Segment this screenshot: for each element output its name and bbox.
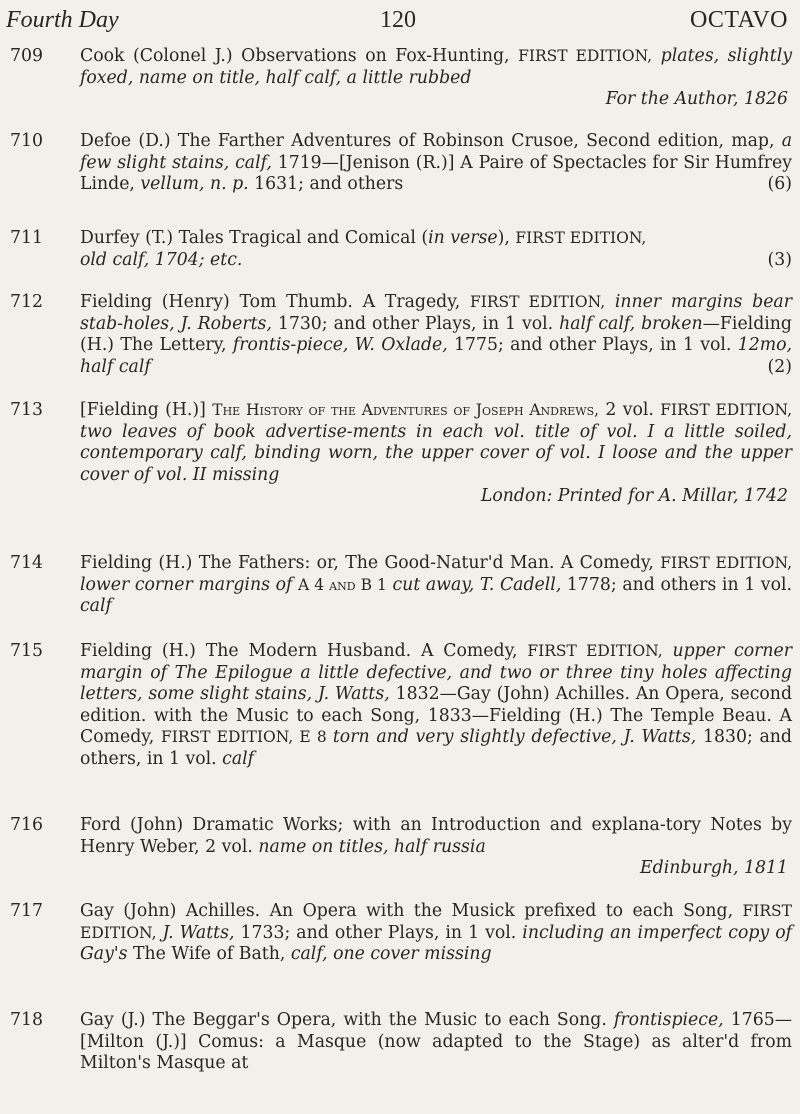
lot-number: 718 bbox=[10, 1010, 43, 1030]
lot-count: (3) bbox=[767, 249, 792, 270]
lot-imprint: London: Printed for A. Millar, 1742 bbox=[480, 486, 788, 506]
lot-number: 712 bbox=[10, 292, 43, 312]
lot-count: (2) bbox=[767, 356, 792, 377]
lot-description: Ford (John) Dramatic Works; with an Introduction and explana-tory Notes by Henry Weber, 2 vol. name on titles, half russia Edinburgh, 1811 bbox=[80, 815, 792, 878]
lot-number: 711 bbox=[10, 228, 43, 248]
lot-number: 715 bbox=[10, 641, 43, 661]
lot-description: Cook (Colonel J.) Observations on Fox-Hunting, FIRST EDITION, plates, slightly foxed, name on title, half calf, a little rubbed For the Author, 1826 bbox=[80, 46, 792, 109]
lot-number: 717 bbox=[10, 901, 43, 921]
lot-number: 714 bbox=[10, 553, 43, 573]
header-page-number: 120 bbox=[380, 7, 416, 33]
lot-description: Gay (John) Achilles. An Opera with the Musick prefixed to each Song, FIRST EDITION, J. Watts, 1733; and other Plays, in 1 vol. including an imperfect copy of Gay's The Wife of Bath, calf, one cover missing bbox=[80, 901, 792, 964]
lot-description: Fielding (H.) The Fathers: or, The Good-Natur'd Man. A Comedy, FIRST EDITION, lower corner margins of A 4 and B 1 cut away, T. Cadell, 1778; and others in 1 vol. calf bbox=[80, 553, 792, 616]
lot-description: Durfey (T.) Tales Tragical and Comical (in verse), FIRST EDITION, old calf, 1704; etc. (3) bbox=[80, 228, 792, 270]
lot-number: 709 bbox=[10, 46, 43, 66]
page-header bbox=[0, 4, 800, 36]
lot-number: 710 bbox=[10, 131, 43, 151]
lot-description: Fielding (H.) The Modern Husband. A Comedy, FIRST EDITION, upper corner margin of The Epilogue a little defective, and two or three tiny holes affecting letters, some slight stains, J. Watts, 1832—Gay (John) Achilles. An Opera, second edition. with the Music to each Song, 1833—Fielding (H.) The Temple Beau. A Comedy, FIRST EDITION, E 8 torn and very slightly defective, J. Watts, 1830; and others, in 1 vol. calf bbox=[80, 641, 793, 769]
lot-description: [Fielding (H.)] The History of the Adventures of Joseph Andrews, 2 vol. FIRST EDITION, two leaves of book advertise-ments in each vol. title of vol. I a little soiled, contemporary calf, binding worn, the upper cover of vol. I loose and the upper cover of vol. II missing London: Printed for A. Millar, 1742 bbox=[80, 400, 792, 506]
lot-number: 713 bbox=[10, 400, 43, 420]
lot-description: Gay (J.) The Beggar's Opera, with the Music to each Song. frontispiece, 1765—[Milton (J.)] Comus: a Masque (now adapted to the Stage) as alter'd from Milton's Masque at bbox=[80, 1010, 792, 1073]
header-day: Fourth Day bbox=[6, 7, 119, 33]
lot-number: 716 bbox=[10, 815, 43, 835]
lot-imprint: For the Author, 1826 bbox=[605, 89, 788, 109]
lot-count: (6) bbox=[767, 174, 792, 194]
header-section: OCTAVO bbox=[690, 7, 788, 33]
lot-description: Defoe (D.) The Farther Adventures of Robinson Crusoe, Second edition, map, a few slight stains, calf, 1719—[Jenison (R.)] A Paire of Spectacles for Sir Humfrey Linde, vellum, n. p. 1631; and others (6) bbox=[80, 131, 792, 194]
lot-description: Fielding (Henry) Tom Thumb. A Tragedy, FIRST EDITION, inner margins bear stab-holes, J. Roberts, 1730; and other Plays, in 1 vol. half calf, broken—Fielding (H.) The Lettery, frontis-piece, W. Oxlade, 1775; and other Plays, in 1 vol. 12mo, half calf (2) bbox=[80, 292, 792, 377]
lot-imprint: Edinburgh, 1811 bbox=[640, 858, 788, 878]
